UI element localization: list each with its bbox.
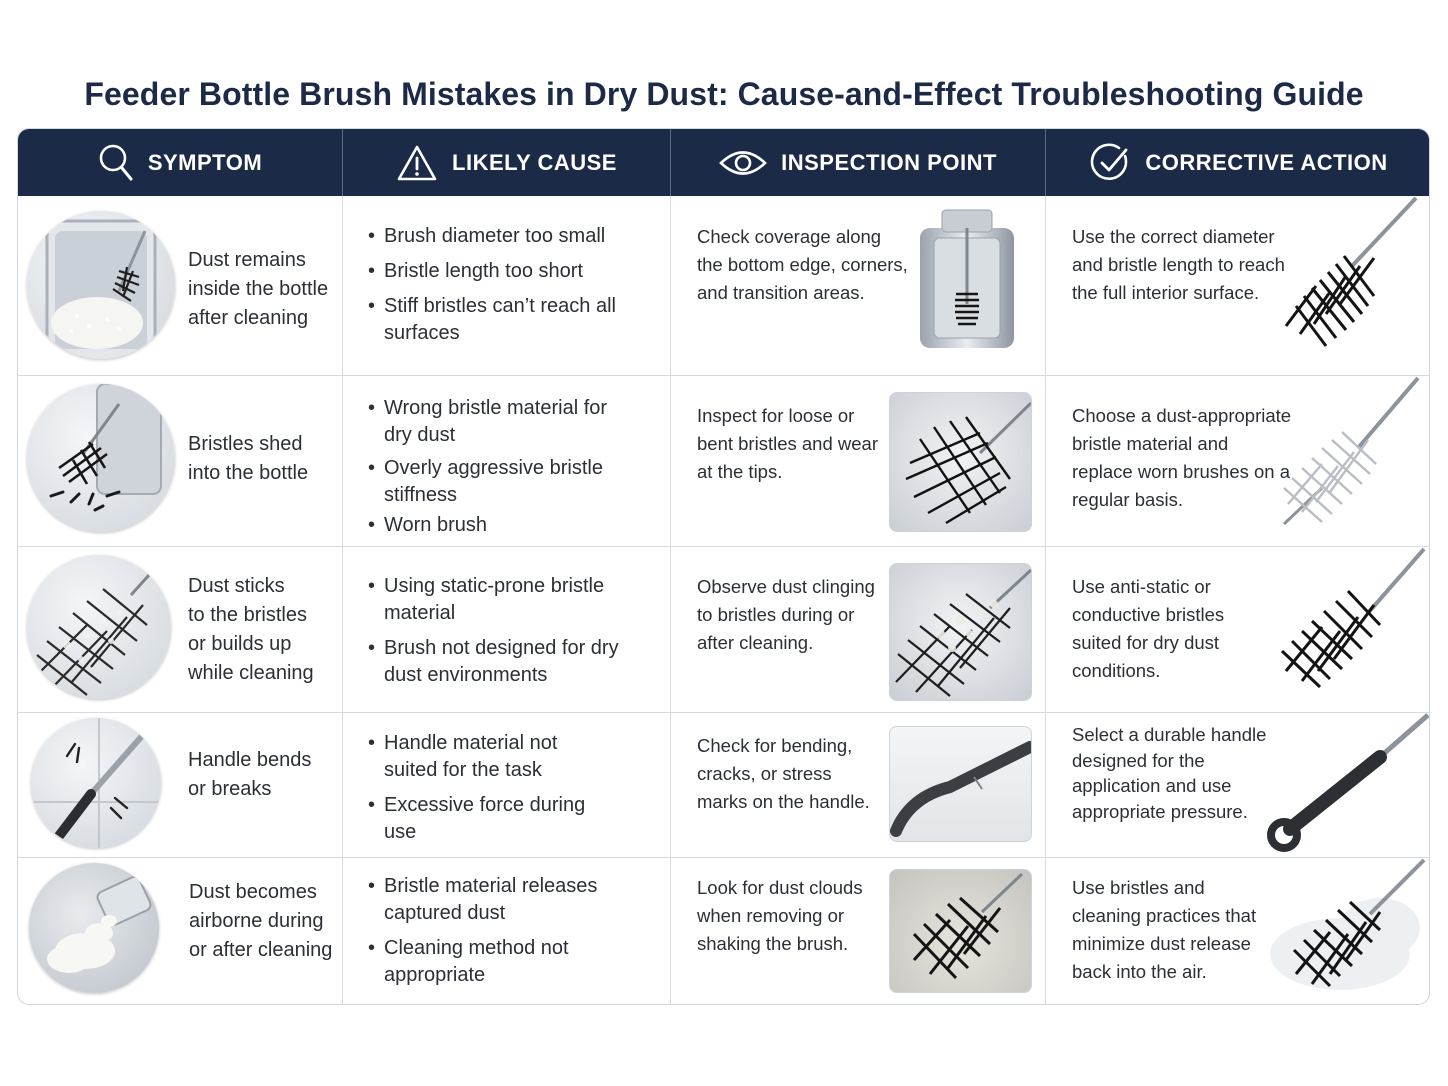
cause-list — [368, 395, 628, 547]
cause-item: • Cleaning method not appropriate — [368, 935, 608, 989]
cause-item: • Bristle material releases captured dust — [368, 873, 608, 927]
shedding-brush-thumbnail — [27, 384, 175, 532]
symptom-text: Bristles shed into the bottle — [188, 433, 309, 484]
table-row — [18, 196, 1430, 375]
dust-clinging-image — [889, 563, 1032, 701]
white-brush-image — [1268, 376, 1428, 536]
antistatic-brush-image — [1268, 547, 1428, 707]
action-text: Use bristles and cleaning practices that minimize dust release back into the air. — [1072, 877, 1257, 982]
cause-list — [368, 873, 608, 997]
warning-icon — [396, 144, 438, 182]
table-header — [18, 129, 1429, 196]
header-action — [1046, 129, 1430, 196]
cause-list — [368, 223, 658, 355]
low-dust-brush-image — [1250, 858, 1430, 998]
symptom-text: Dust sticks to the bristles or builds up while cleaning — [188, 575, 314, 684]
action-text: Use anti-static or conductive bristles suited for dry dust conditions. — [1072, 576, 1225, 681]
dust-cloud-image — [889, 869, 1032, 993]
cause-item: • Bristle length too short — [368, 258, 658, 285]
cause-item: • Worn brush — [368, 512, 628, 539]
table-row — [18, 376, 1430, 546]
table-row — [18, 713, 1430, 857]
cause-list — [368, 730, 608, 854]
cause-item: • Overly aggressive bristle stiffness — [368, 455, 628, 509]
durable-handle-image — [1264, 713, 1430, 853]
cause-item: • Wrong bristle material for dry dust — [368, 395, 628, 449]
page-title: Feeder Bottle Brush Mistakes in Dry Dust: Cause-and-Effect Troubleshooting Guide — [84, 76, 1364, 112]
search-icon — [98, 143, 134, 183]
action-text: Choose a dust-appropriate bristle material and replace worn brushes on a regular basis. — [1072, 405, 1292, 510]
cause-item: • Brush not designed for dry dust environments — [368, 635, 638, 689]
symptom-text: Dust becomes airborne during or after cleaning — [189, 881, 333, 961]
inspection-text: Look for dust clouds when removing or shaking the brush. — [697, 877, 863, 954]
table-row — [18, 858, 1430, 1005]
eye-icon — [719, 148, 767, 178]
bent-bristle-image — [889, 392, 1032, 532]
cracked-handle-image — [889, 726, 1032, 842]
header-action-label: CORRECTIVE ACTION — [1145, 149, 1388, 175]
inspection-text: Observe dust clinging to bristles during or after cleaning. — [697, 576, 875, 653]
header-cause-label: LIKELY CAUSE — [452, 149, 617, 175]
header-symptom-label: SYMPTOM — [147, 149, 263, 175]
cause-item: • Handle material not suited for the task — [368, 730, 608, 784]
header-symptom — [18, 129, 342, 196]
cause-item: • Excessive force during use — [368, 792, 608, 846]
inspection-text: Check for bending, cracks, or stress marks on the handle. — [697, 735, 870, 812]
header-inspection-label: INSPECTION POINT — [781, 149, 997, 175]
action-text: Use the correct diameter and bristle length to reach the full interior surface. — [1072, 226, 1285, 303]
check-circle-icon — [1089, 142, 1131, 184]
inspection-text: Check coverage along the bottom edge, corners, and transition areas. — [697, 226, 908, 303]
airborne-dust-thumbnail — [29, 863, 159, 993]
cause-item: • Brush diameter too small — [368, 223, 658, 250]
cause-item: • Using static-prone bristle material — [368, 573, 638, 627]
troubleshooting-table — [17, 128, 1430, 1005]
header-inspection — [671, 129, 1045, 196]
inspection-text: Inspect for loose or bent bristles and wear at the tips. — [697, 405, 878, 482]
dusty-brush-thumbnail — [27, 555, 171, 699]
symptom-text: Dust remains inside the bottle after cleaning — [188, 249, 329, 329]
bottle-dust-thumbnail — [27, 211, 175, 359]
action-text: Select a durable handle designed for the application and use appropriate pressure. — [1072, 724, 1267, 822]
table-row — [18, 547, 1430, 712]
large-brush-image — [1256, 196, 1426, 356]
symptom-text: Handle bends or breaks — [188, 749, 312, 800]
canister-brush-image — [912, 208, 1022, 356]
cause-item: • Stiff bristles can’t reach all surfaces — [368, 293, 658, 347]
header-cause — [343, 129, 670, 196]
cause-list — [368, 573, 638, 697]
bent-handle-thumbnail — [31, 718, 161, 848]
